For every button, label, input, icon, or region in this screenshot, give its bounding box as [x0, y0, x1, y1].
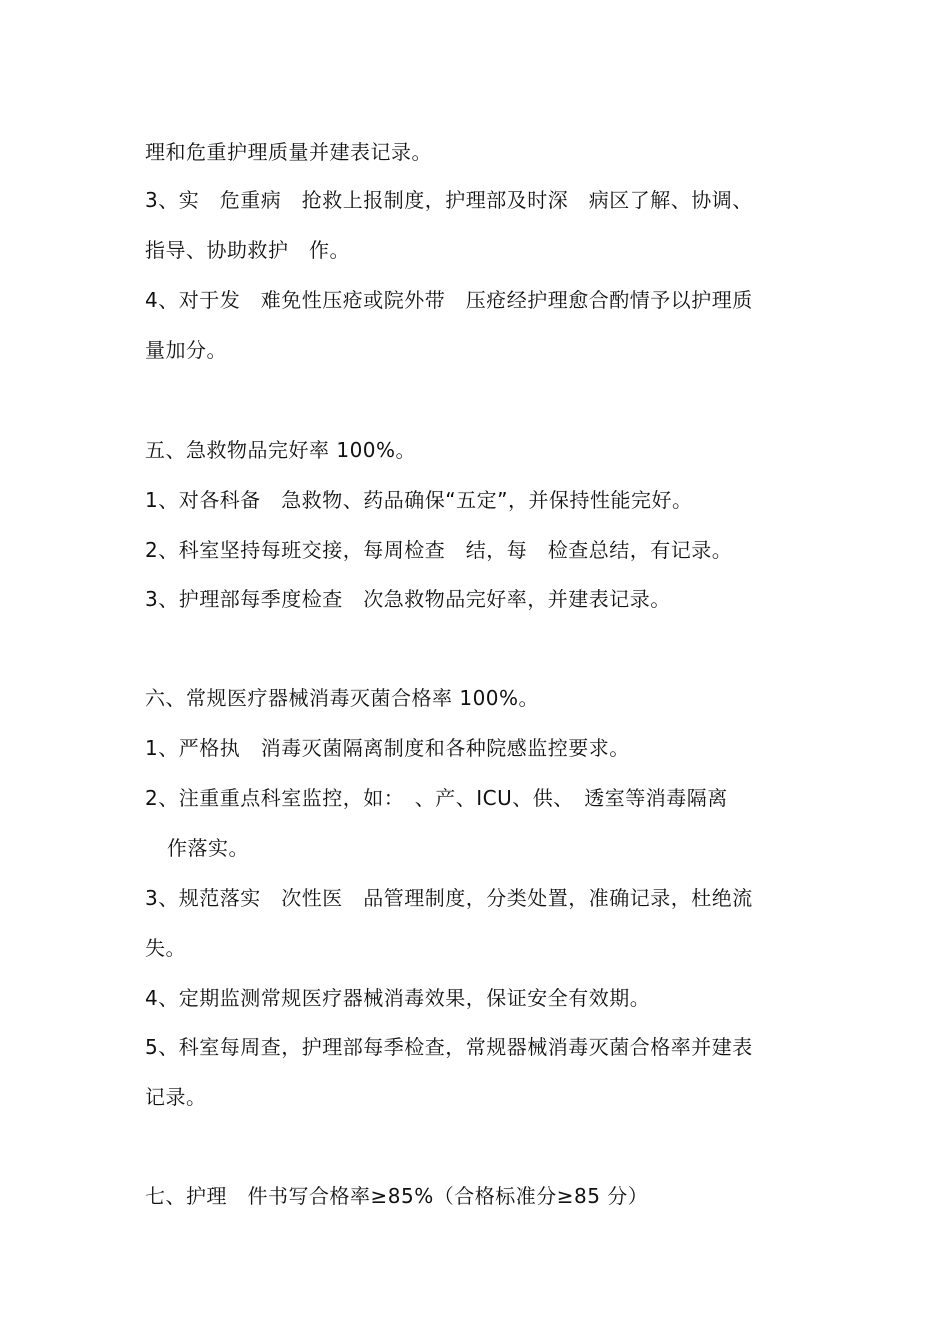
text-line: 指导、协助救护 作。: [145, 238, 350, 262]
text-line: 3、规范落实 次性医 品管理制度，分类处置，准确记录，杜绝流: [145, 886, 753, 910]
section-heading: 五、急救物品完好率 100%。: [145, 438, 417, 462]
text-line: 记录。: [145, 1085, 207, 1109]
section-heading: 六、常规医疗器械消毒灭菌合格率 100%。: [145, 686, 540, 710]
text-line: 理和危重护理质量并建表记录。: [145, 140, 432, 164]
text-line: 2、科室坚持每班交接，每周检查 结，每 检查总结，有记录。: [145, 538, 733, 562]
text-line: 作落实。: [167, 836, 249, 860]
text-line: 1、对各科备 急救物、药品确保“五定”，并保持性能完好。: [145, 488, 693, 512]
text-line: 失。: [145, 936, 186, 960]
text-line: 4、对于发 难免性压疮或院外带 压疮经护理愈合酌情予以护理质: [145, 288, 753, 312]
text-line: 3、护理部每季度检查 次急救物品完好率，并建表记录。: [145, 587, 671, 611]
text-line: 2、注重重点科室监控，如： 、产、ICU、供、 透室等消毒隔离: [145, 786, 728, 810]
section-heading: 七、护理 件书写合格率≥85%（合格标准分≥85 分）: [145, 1184, 649, 1208]
text-line: 4、定期监测常规医疗器械消毒效果，保证安全有效期。: [145, 986, 651, 1010]
text-line: 3、实 危重病 抢救上报制度，护理部及时深 病区了解、协调、: [145, 188, 753, 212]
text-line: 5、科室每周查，护理部每季检查，常规器械消毒灭菌合格率并建表: [145, 1035, 753, 1059]
text-line: 1、严格执 消毒灭菌隔离制度和各种院感监控要求。: [145, 736, 630, 760]
text-line: 量加分。: [145, 338, 227, 362]
